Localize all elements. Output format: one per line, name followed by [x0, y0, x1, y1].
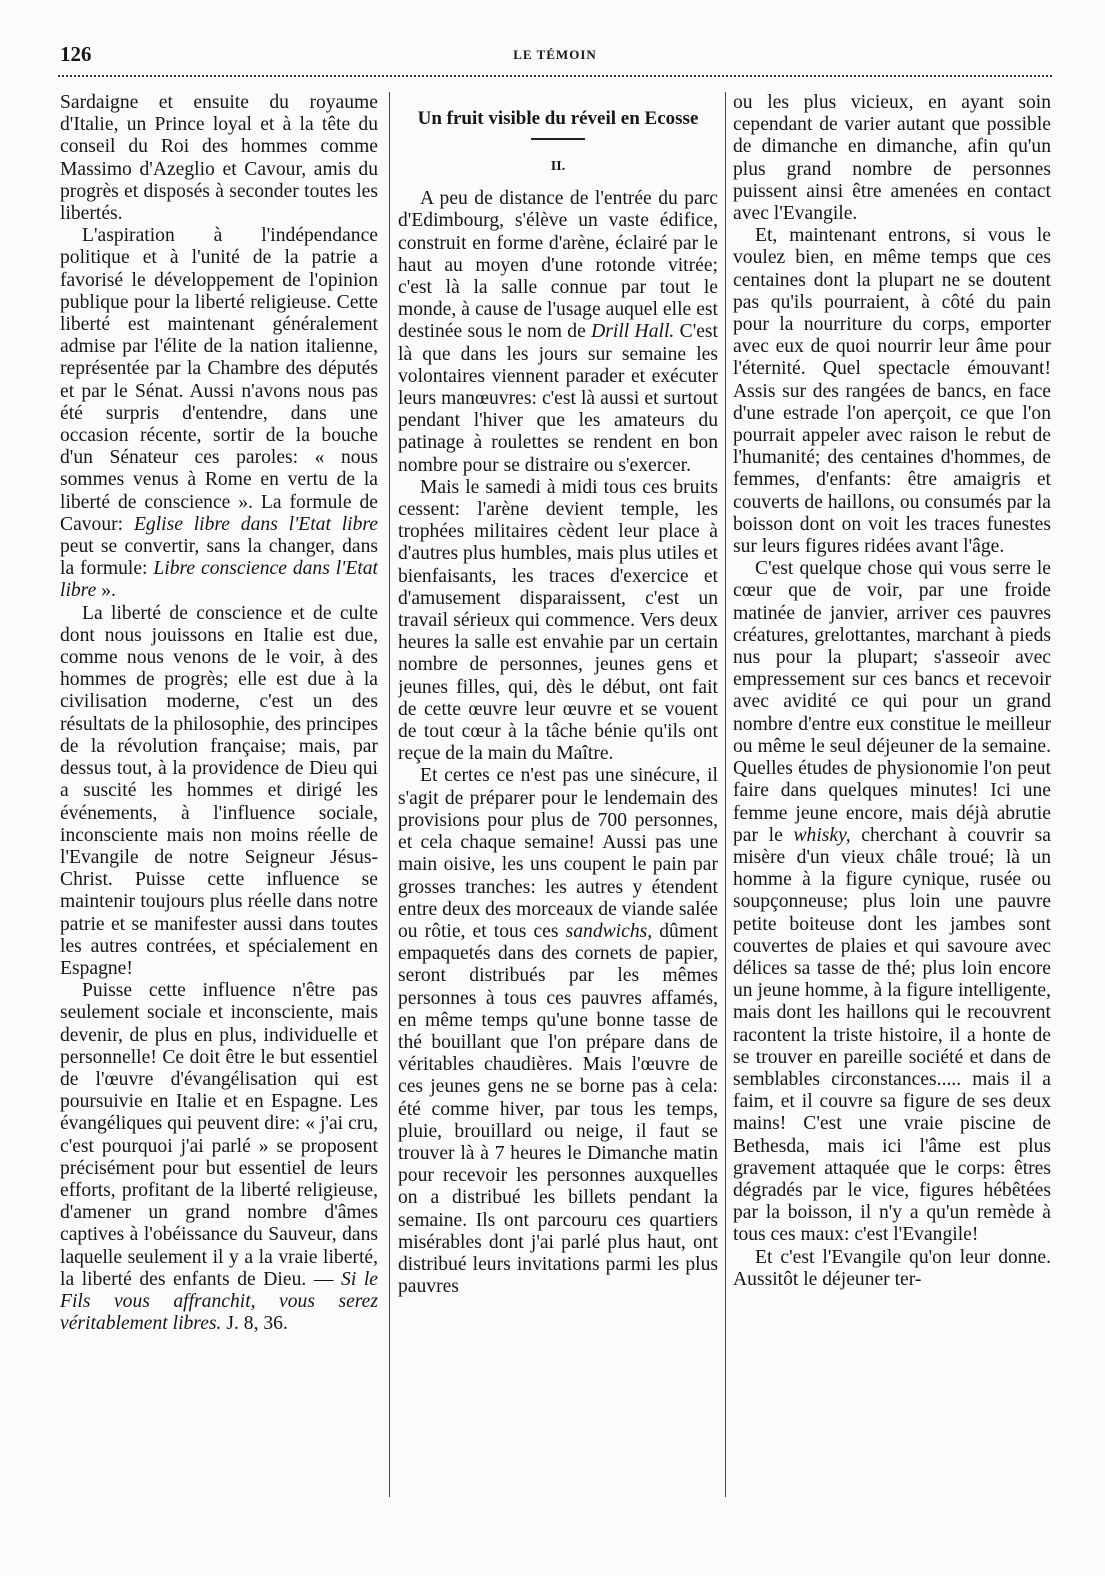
paragraph: ou les plus vicieux, en ayant soin cependant de varier autant que possible de dimanche en dimanche, afin qu'un plus grand nombre de personnes puissent ainsi être amenées en contact avec l'Evangile.	[733, 92, 1051, 225]
paragraph: La liberté de conscience et de culte dont nous jouissons en Italie est due, comme nous venons de le voir, à des hommes de progrès; elle est due à la civilisation moderne, c'est un des résultats de la philosophie, des principes de la révolution française; mais, par dessus tout, à la providence de Dieu qui a suscité les hommes et dirigé les événements, à l'influence sociale, inconsciente mais non moins réelle de l'Evangile de notre Seigneur Jésus-Christ. Puisse cette influence se maintenir toujours plus réelle dans notre patrie et se manifester aussi dans toutes les autres contrées, et spécialement en Espagne!	[60, 602, 378, 979]
paragraph: Et certes ce n'est pas une sinécure, il s'agit de préparer pour le lendemain des provisions pour plus de 700 personnes, et cela chaque semaine! Aussi pas une main oisive, les uns coupent le pain par grosses tranches: les autres y étendent entre deux des morceaux de viande salée ou rôtie, et tous ces sandwichs, dûment empaquetés dans des cornets de papier, seront distribués par les mêmes personnes à tous ces pauvres affamés, en même temps qu'une bonne tasse de thé bouillant que l'on prépare dans de véritables chaudières. Mais l'œuvre de ces jeunes gens ne se borne pas à cela: été comme hiver, par tous les temps, pluie, brouillard ou neige, il faut se trouver là à 7 heures le Dimanche matin pour recevoir les personnes auxquelles on a distribué les billets pendant la semaine. Ils ont parcouru ces quartiers misérables dont j'ai parlé plus haut, ont distribué leurs invitations parmi les plus pauvres	[398, 765, 718, 1298]
paragraph: A peu de distance de l'entrée du parc d'Edimbourg, s'élève un vaste édifice, construit en forme d'arène, éclairé par le haut au moyen d'une rotonde vitrée; c'est là la salle connue par tout le monde, à cause de l'usage auquel elle est destinée sous le nom de Drill Hall. C'est là que dans les jours sur semaine les volontaires viennent parader et exécuter leurs manœuvres: c'est là aussi et surtout pendant l'hiver que les amateurs du patinage à roulettes se rendent en bon nombre pour se distraire ou s'exercer.	[398, 188, 718, 476]
paragraph: Sardaigne et ensuite du royaume d'Italie, un Prince loyal et à la tête du conseil du Roi des hommes comme Massimo d'Azeglio et Cavour, amis du progrès et disposés à seconder toutes les libertés.	[60, 92, 378, 225]
section-number: II.	[550, 159, 566, 174]
column-divider	[725, 92, 726, 1497]
column-left	[60, 92, 378, 1532]
paragraph: L'aspiration à l'indépendance politique et à l'unité de la patrie a favorisé le développement de l'opinion publique pour la liberté religieuse. Cette liberté est maintenant généralement admise par l'élite de la nation italienne, représentée par la Chambre des députés et par le Sénat. Aussi n'avons nous pas été surpris d'entendre, dans une occasion récente, sortir de la bouche d'un Sénateur ces paroles: « nous sommes venus à Rome en vertu de la liberté de conscience ». La formule de Cavour: Eglise libre dans l'Etat libre peut se convertir, sans la changer, dans la formule: Libre conscience dans l'Etat libre ».	[60, 225, 378, 602]
article-title: Un fruit visible du réveil en Ecosse	[417, 108, 699, 129]
paragraph: Et, maintenant entrons, si vous le voulez bien, en même temps que ces centaines dont la plupart ne se doutent pas qu'ils pourraient, à côté du pain pour la nourriture du corps, emporter avec eux de quoi nourrir leur âme pour l'éternité. Quel spectacle émouvant! Assis sur des rangées de bancs, en face d'une estrade l'on aperçoit, ce que l'on pourrait appeler avec raison le rebut de l'humanité; des centaines d'hommes, de femmes, d'enfants: être amaigris et couverts de haillons, ou consumés par la boisson dont on voit les traces funestes sur leurs figures ridées avant l'âge.	[733, 225, 1051, 558]
paragraph: C'est quelque chose qui vous serre le cœur que de voir, par une froide matinée de janvier, arriver ces pauvres créatures, grelottantes, marchant à pieds nus pour la plupart; s'asseoir avec empressement sur ces bancs et recevoir avec avidité ce qui pour un grand nombre d'entre eux constitue le meilleur ou même le seul déjeuner de la semaine. Quelles études de physionomie l'on peut faire dans quelques minutes! Ici une femme jeune encore, mais déjà abrutie par le whisky, cherchant à couvrir sa misère d'un vieux châle troué; là un homme à la figure cynique, rusée ou soupçonneuse; plus loin une pauvre petite boiteuse dont les jambes sont couvertes de plaies et qui savoure avec délices sa tasse de thé; plus loin encore un jeune homme, à la figure intelligente, mais dont les haillons qui le recouvrent racontent la triste histoire, il a honte de se trouver en pareille société et dans de semblables circonstances..... mais il a faim, et il couvre sa figure de ses deux mains! C'est une vraie piscine de Bethesda, mais ici l'âme est plus gravement attaquée que le corps: êtres dégradés par le vice, figures hébêtées par la boisson, il n'y a qu'un remède à tous ces maux: c'est l'Evangile!	[733, 558, 1051, 1246]
column-middle	[398, 92, 718, 1532]
column-divider	[389, 92, 390, 1497]
page-number: 126	[60, 42, 92, 66]
paragraph: Et c'est l'Evangile qu'on leur donne. Aussitôt le déjeuner ter-	[733, 1246, 1051, 1290]
paragraph: Mais le samedi à midi tous ces bruits cessent: l'arène devient temple, les trophées militaires cèdent leur place à d'autres plus humbles, mais plus utiles et bienfaisants, les traces d'exercice et d'amusement disparaissent, c'est un travail sérieux qui commence. Vers deux heures la salle est envahie par un certain nombre de personnes, jeunes gens et jeunes filles, qui, dès le début, ont fait de cette œuvre leur œuvre et se vouent de tout cœur à la tâche bénie qu'ils ont reçue de la main du Maître.	[398, 476, 718, 765]
paragraph: Puisse cette influence n'être pas seulement sociale et inconsciente, mais devenir, de plus en plus, individuelle et personnelle! Ce doit être le but essentiel de l'œuvre d'évangélisation qui est poursuivie en Italie et en Espagne. Les évangéliques qui peuvent dire: « j'ai cru, c'est pourquoi j'ai parlé » se proposent précisément pour but essentiel de leurs efforts, profitant de la liberté religieuse, d'amener un grand nombre d'âmes captives à l'obéissance du Sauveur, dans laquelle seulement il y a la vraie liberté, la liberté des enfants de Dieu. — Si le Fils vous affranchit, vous serez véritablement libres. J. 8, 36.	[60, 980, 378, 1335]
page-header	[60, 42, 1050, 70]
header-rule	[58, 75, 1052, 77]
column-right	[733, 92, 1051, 1532]
running-title: LE TÉMOIN	[513, 47, 597, 62]
title-rule	[531, 138, 585, 140]
